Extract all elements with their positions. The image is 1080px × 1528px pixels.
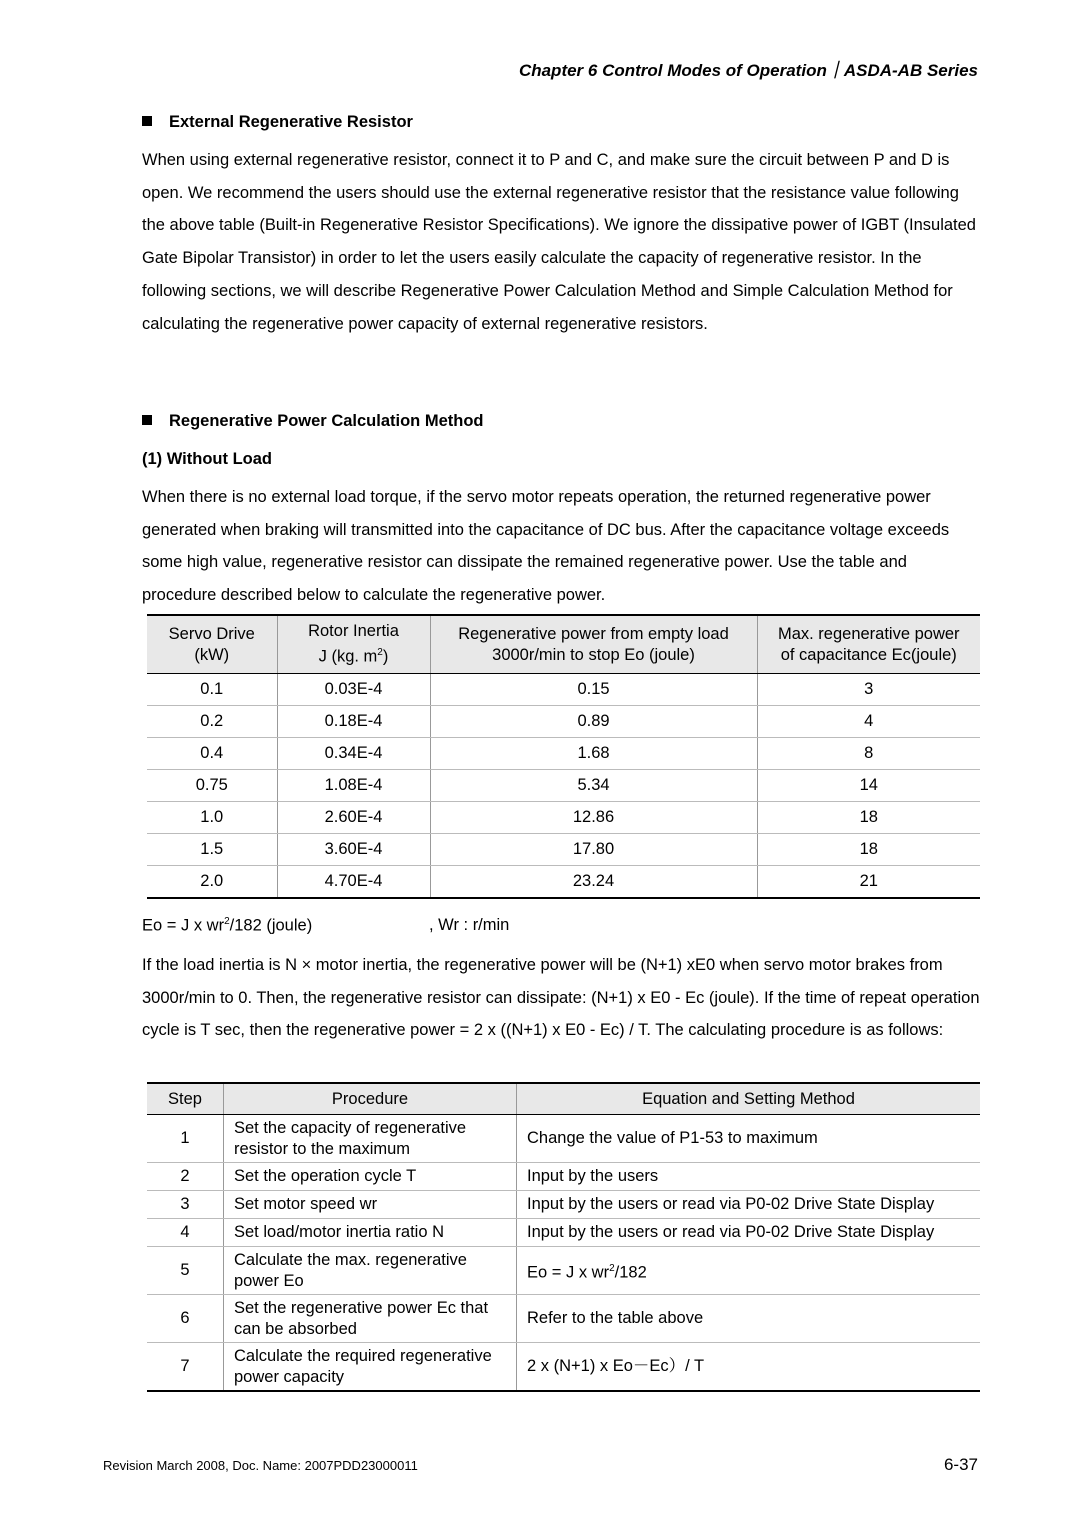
table-row: 4 Set load/motor inertia ratio N Input by the users or read via P0-02 Drive State Display <box>147 1219 980 1247</box>
table-row: 0.2 0.18E-4 0.89 4 <box>147 706 980 738</box>
column-header: Max. regenerative power of capacitance Ec(joule) <box>757 615 980 674</box>
table-row: 0.1 0.03E-4 0.15 3 <box>147 674 980 706</box>
column-header: Procedure <box>224 1083 517 1115</box>
energy-formula: Eo = J x $wr^2/182$ (joule) , Wr : r/min <box>142 916 510 935</box>
table-row: 7 Calculate the required regenerative power capacity 2 x (N+1) x Eo－Ec）/ T <box>147 1343 980 1392</box>
table-row: 2.0 4.70E-4 23.24 21 <box>147 866 980 899</box>
procedure-intro <box>142 949 982 1047</box>
table-row: 3 Set motor speed wr Input by the users or read via P0-02 Drive State Display <box>147 1191 980 1219</box>
table-row: 1 Set the capacity of regenerative resistor to the maximum Change the value of P1-53 to maximum <box>147 1115 980 1163</box>
column-header: Regenerative power from empty load 3000r/min to stop Eo (joule) <box>430 615 757 674</box>
paragraph: If the load inertia is N × motor inertia, the regenerative power will be (N+1) xE0 when servo motor brakes from 3000r/min to 0. Then, the regenerative resistor can dissipate: (N+1) x E0 - Ec (joule). If the time of repeat operation cycle is T sec, then the regenerative power = 2 x ((N+1) x E0 - Ec) / T. The calculating procedure is as follows: <box>142 956 980 1040</box>
column-header: Rotor Inertia J (kg. $m^2$) <box>277 615 430 674</box>
bullet-icon <box>142 116 152 126</box>
subsection-title: (1) Without Load <box>142 450 272 468</box>
table-row: 0.75 1.08E-4 5.34 14 <box>147 770 980 802</box>
section-regenerative-calc <box>142 410 982 612</box>
paragraph: When using external regenerative resistor, connect it to P and C, and make sure the circuit between P and D is open. We recommend the users should use the external regenerative resistor that the resistance value following the above table (Built-in Regenerative Resistor Specifications). We ignore the dissipative power of IGBT (Insulated Gate Bipolar Transistor) in order to let the users easily calculate the capacity of regenerative resistor. In the following sections, we will describe Regenerative Power Calculation Method and Simple Calculation Method for calculating the regenerative power capacity of external regenerative resistors. <box>142 151 976 333</box>
chapter-header: Chapter 6 Control Modes of Operation｜ASDA-AB Series <box>518 61 978 80</box>
table-row: 1.0 2.60E-4 12.86 18 <box>147 802 980 834</box>
table-row: 0.4 0.34E-4 1.68 8 <box>147 738 980 770</box>
section-external-resistor <box>142 111 982 340</box>
column-header: Servo Drive (kW) <box>147 615 277 674</box>
column-header: Step <box>147 1083 224 1115</box>
unit-note: , Wr : r/min <box>429 916 510 934</box>
page-number: 6-37 <box>943 1455 978 1474</box>
regenerative-power-table <box>147 614 980 899</box>
table-row: 2 Set the operation cycle T Input by the users <box>147 1163 980 1191</box>
section-heading <box>142 111 982 133</box>
table-row: 5 Calculate the max. regenerative power Eo Eo = J x $wr^2/182$ <box>147 1247 980 1295</box>
section-heading <box>142 410 982 432</box>
bullet-icon <box>142 415 152 425</box>
table-row: 6 Set the regenerative power Ec that can be absorbed Refer to the table above <box>147 1295 980 1343</box>
column-header: Equation and Setting Method <box>517 1083 981 1115</box>
paragraph: When there is no external load torque, if the servo motor repeats operation, the returned regenerative power generated when braking will transmitted into the capacitance of DC bus. After the capacitance voltage exceeds some high value, regenerative resistor can dissipate the remained regenerative power. Use the table and procedure described below to calculate the regenerative power. <box>142 488 950 605</box>
section-title: External Regenerative Resistor <box>169 113 413 131</box>
procedure-table <box>147 1082 980 1392</box>
section-title: Regenerative Power Calculation Method <box>169 412 484 430</box>
table-row: 1.5 3.60E-4 17.80 18 <box>147 834 980 866</box>
footer-revision: Revision March 2008, Doc. Name: 2007PDD23000011 <box>103 1458 418 1473</box>
